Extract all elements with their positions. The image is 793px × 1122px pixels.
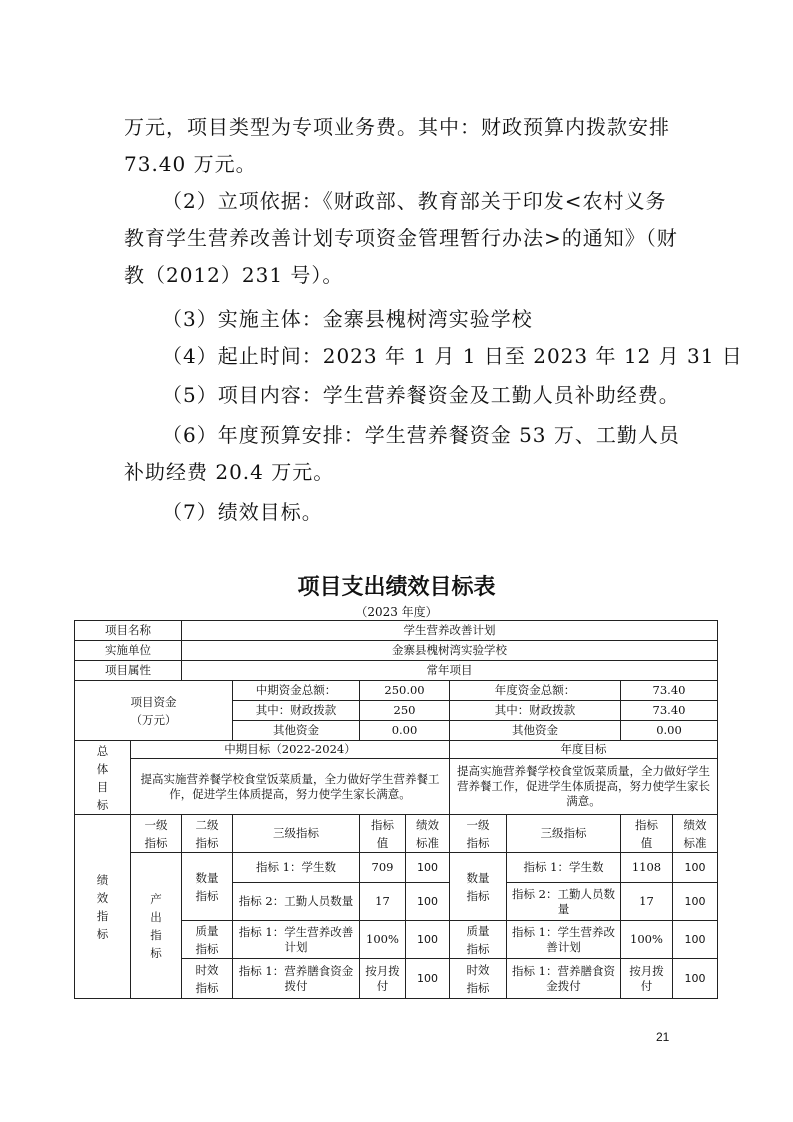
header-line: 值 [640,835,653,850]
perf-label-char: 绩 [96,872,109,887]
funds-label-line-1: 项目资金 [130,694,177,709]
goal-label-char: 总 [96,743,109,758]
year-quality-label [450,921,507,959]
header-line: 二级 [195,817,219,832]
label-line: 指标 [466,888,490,903]
year-total-label: 年度资金总额： [450,681,621,701]
year-value: 17 [621,883,673,921]
table-row [75,641,718,661]
year-indicator: 指标 1：营养膳食资金拨付 [507,959,621,999]
mid-fiscal-label: 其中：财政拨款 [233,701,360,721]
header-line: 绩效 [683,817,707,832]
year-value: 1108 [621,853,673,883]
label-line: 指标 [195,941,219,956]
year-standard: 100 [673,883,718,921]
output-label-char: 标 [150,945,162,960]
year-standard: 100 [673,853,718,883]
year-value: 100% [621,921,673,959]
label-line: 指标 [195,888,219,903]
header-line: 绩效 [416,817,439,832]
label-line: 时效 [466,962,490,977]
output-label-char: 产 [150,891,162,906]
year-other-label: 其他资金 [450,721,621,741]
mid-goal-text: 提高实施营养餐学校食堂饭菜质量，全力做好学生营养餐工作，促进学生体质提高，努力使学生家长满意。 [131,759,450,815]
mid-indicator: 指标 2：工勤人员数量 [233,883,360,921]
mid-value: 100% [360,921,406,959]
table-row [75,815,718,853]
mid-indicator: 指标 1：学生数 [233,853,360,883]
header-line: 值 [376,835,389,850]
unit-value: 金寨县槐树湾实验学校 [182,641,718,661]
label-line: 数量 [466,870,490,885]
paragraph-line-7: （4）起止时间：2023 年 1 月 1 日至 2023 年 12 月 31 日 [162,344,743,368]
header-line: 标准 [683,835,707,850]
output-label-char: 出 [150,909,162,924]
funds-label-line-2: （万元） [130,712,177,727]
year-other-value: 0.00 [621,721,718,741]
header-line: 指标 [195,835,219,850]
project-name-value: 学生营养改善计划 [182,621,718,641]
year-standard: 100 [673,959,718,999]
year-quantity-label [450,853,507,921]
label-line: 指标 [195,980,219,995]
mid-standard: 100 [406,921,450,959]
year-goal-text: 提高实施营养餐学校食堂饭菜质量，全力做好学生营养餐工作，促进学生体质提高，努力使学生家长满意。 [450,759,718,815]
quality-label [182,921,233,959]
mid-other-label: 其他资金 [233,721,360,741]
header-line: 指标 [635,817,658,832]
table-title: 项目支出绩效目标表 [297,575,496,600]
quantity-label [182,853,233,921]
output-label [131,853,182,999]
year-fiscal-value: 73.40 [621,701,718,721]
project-name-label: 项目名称 [75,621,182,641]
year-total-value: 73.40 [621,681,718,701]
header-line: 一级 [144,817,168,832]
mid-value: 17 [360,883,406,921]
label-line: 质量 [466,923,490,938]
time-label [182,959,233,999]
level1-header [131,815,182,853]
table-subtitle: （2023 年度） [355,605,438,619]
table-row [75,741,718,759]
paragraph-line-1: 万元，项目类型为专项业务费。其中：财政预算内拨款安排 [124,115,670,139]
year-level2-header [450,815,507,853]
year-standard: 100 [673,921,718,959]
mid-value: 按月拨付 [360,959,406,999]
goal-label [75,741,131,815]
label-line: 指标 [466,980,490,995]
year-indicator: 指标 1：学生数 [507,853,621,883]
label-line: 数量 [195,870,219,885]
table-row [75,759,718,815]
mid-fiscal-value: 250 [360,701,450,721]
paragraph-line-4: 教育学生营养改善计划专项资金管理暂行办法>的通知》（财 [124,226,678,250]
perf-label-char: 标 [96,926,109,941]
paragraph-line-6: （3）实施主体：金寨县槐树湾实验学校 [162,307,533,331]
funds-label [75,681,233,741]
perf-label-char: 指 [96,908,109,923]
table-row [75,681,718,701]
label-line: 质量 [195,923,219,938]
mid-indicator: 指标 1：学生营养改善计划 [233,921,360,959]
level3-header: 三级指标 [233,815,360,853]
mid-goal-header: 中期目标（2022-2024） [131,741,450,759]
label-line: 时效 [195,962,219,977]
goal-label-char: 目 [96,779,109,794]
header-line: 指标 [371,817,394,832]
value-header [360,815,406,853]
header-line: 指标 [144,835,168,850]
goal-label-char: 体 [96,761,109,776]
paragraph-line-3: （2）立项依据：《财政部、教育部关于印发<农村义务 [162,189,667,213]
year-goal-header: 年度目标 [450,741,718,759]
unit-label: 实施单位 [75,641,182,661]
mid-value: 709 [360,853,406,883]
mid-total-value: 250.00 [360,681,450,701]
table-row [75,621,718,641]
standard-header [406,815,450,853]
year-value: 按月拨付 [621,959,673,999]
attr-label: 项目属性 [75,661,182,681]
paragraph-line-5: 教（2012）231 号）。 [124,263,344,287]
header-line: 指标 [466,835,490,850]
attr-value: 常年项目 [182,661,718,681]
performance-target-table [74,620,718,999]
year-fiscal-label: 其中：财政拨款 [450,701,621,721]
header-line: 一级 [466,817,490,832]
year-standard-header [673,815,718,853]
mid-standard: 100 [406,853,450,883]
label-line: 指标 [466,941,490,956]
table-row [75,853,718,883]
year-level3-header: 三级指标 [507,815,621,853]
perf-label-char: 效 [96,890,109,905]
year-indicator: 指标 2：工勤人员数量 [507,883,621,921]
perf-label [75,815,131,999]
paragraph-line-11: （7）绩效目标。 [162,500,323,524]
header-line: 标准 [416,835,439,850]
paragraph-line-9: （6）年度预算安排：学生营养餐资金 53 万、工勤人员 [162,423,680,447]
mid-other-value: 0.00 [360,721,450,741]
table-row [75,661,718,681]
goal-label-char: 标 [96,797,109,812]
year-value-header [621,815,673,853]
mid-standard: 100 [406,883,450,921]
year-indicator: 指标 1：学生营养改善计划 [507,921,621,959]
paragraph-line-2: 73.40 万元。 [124,152,257,176]
mid-indicator: 指标 1：营养膳食资金拨付 [233,959,360,999]
page-number: 21 [656,1030,670,1044]
mid-standard: 100 [406,959,450,999]
paragraph-line-8: （5）项目内容：学生营养餐资金及工勤人员补助经费。 [162,383,680,407]
year-time-label [450,959,507,999]
level2-header [182,815,233,853]
mid-total-label: 中期资金总额： [233,681,360,701]
paragraph-line-10: 补助经费 20.4 万元。 [124,460,335,484]
output-label-char: 指 [150,927,162,942]
